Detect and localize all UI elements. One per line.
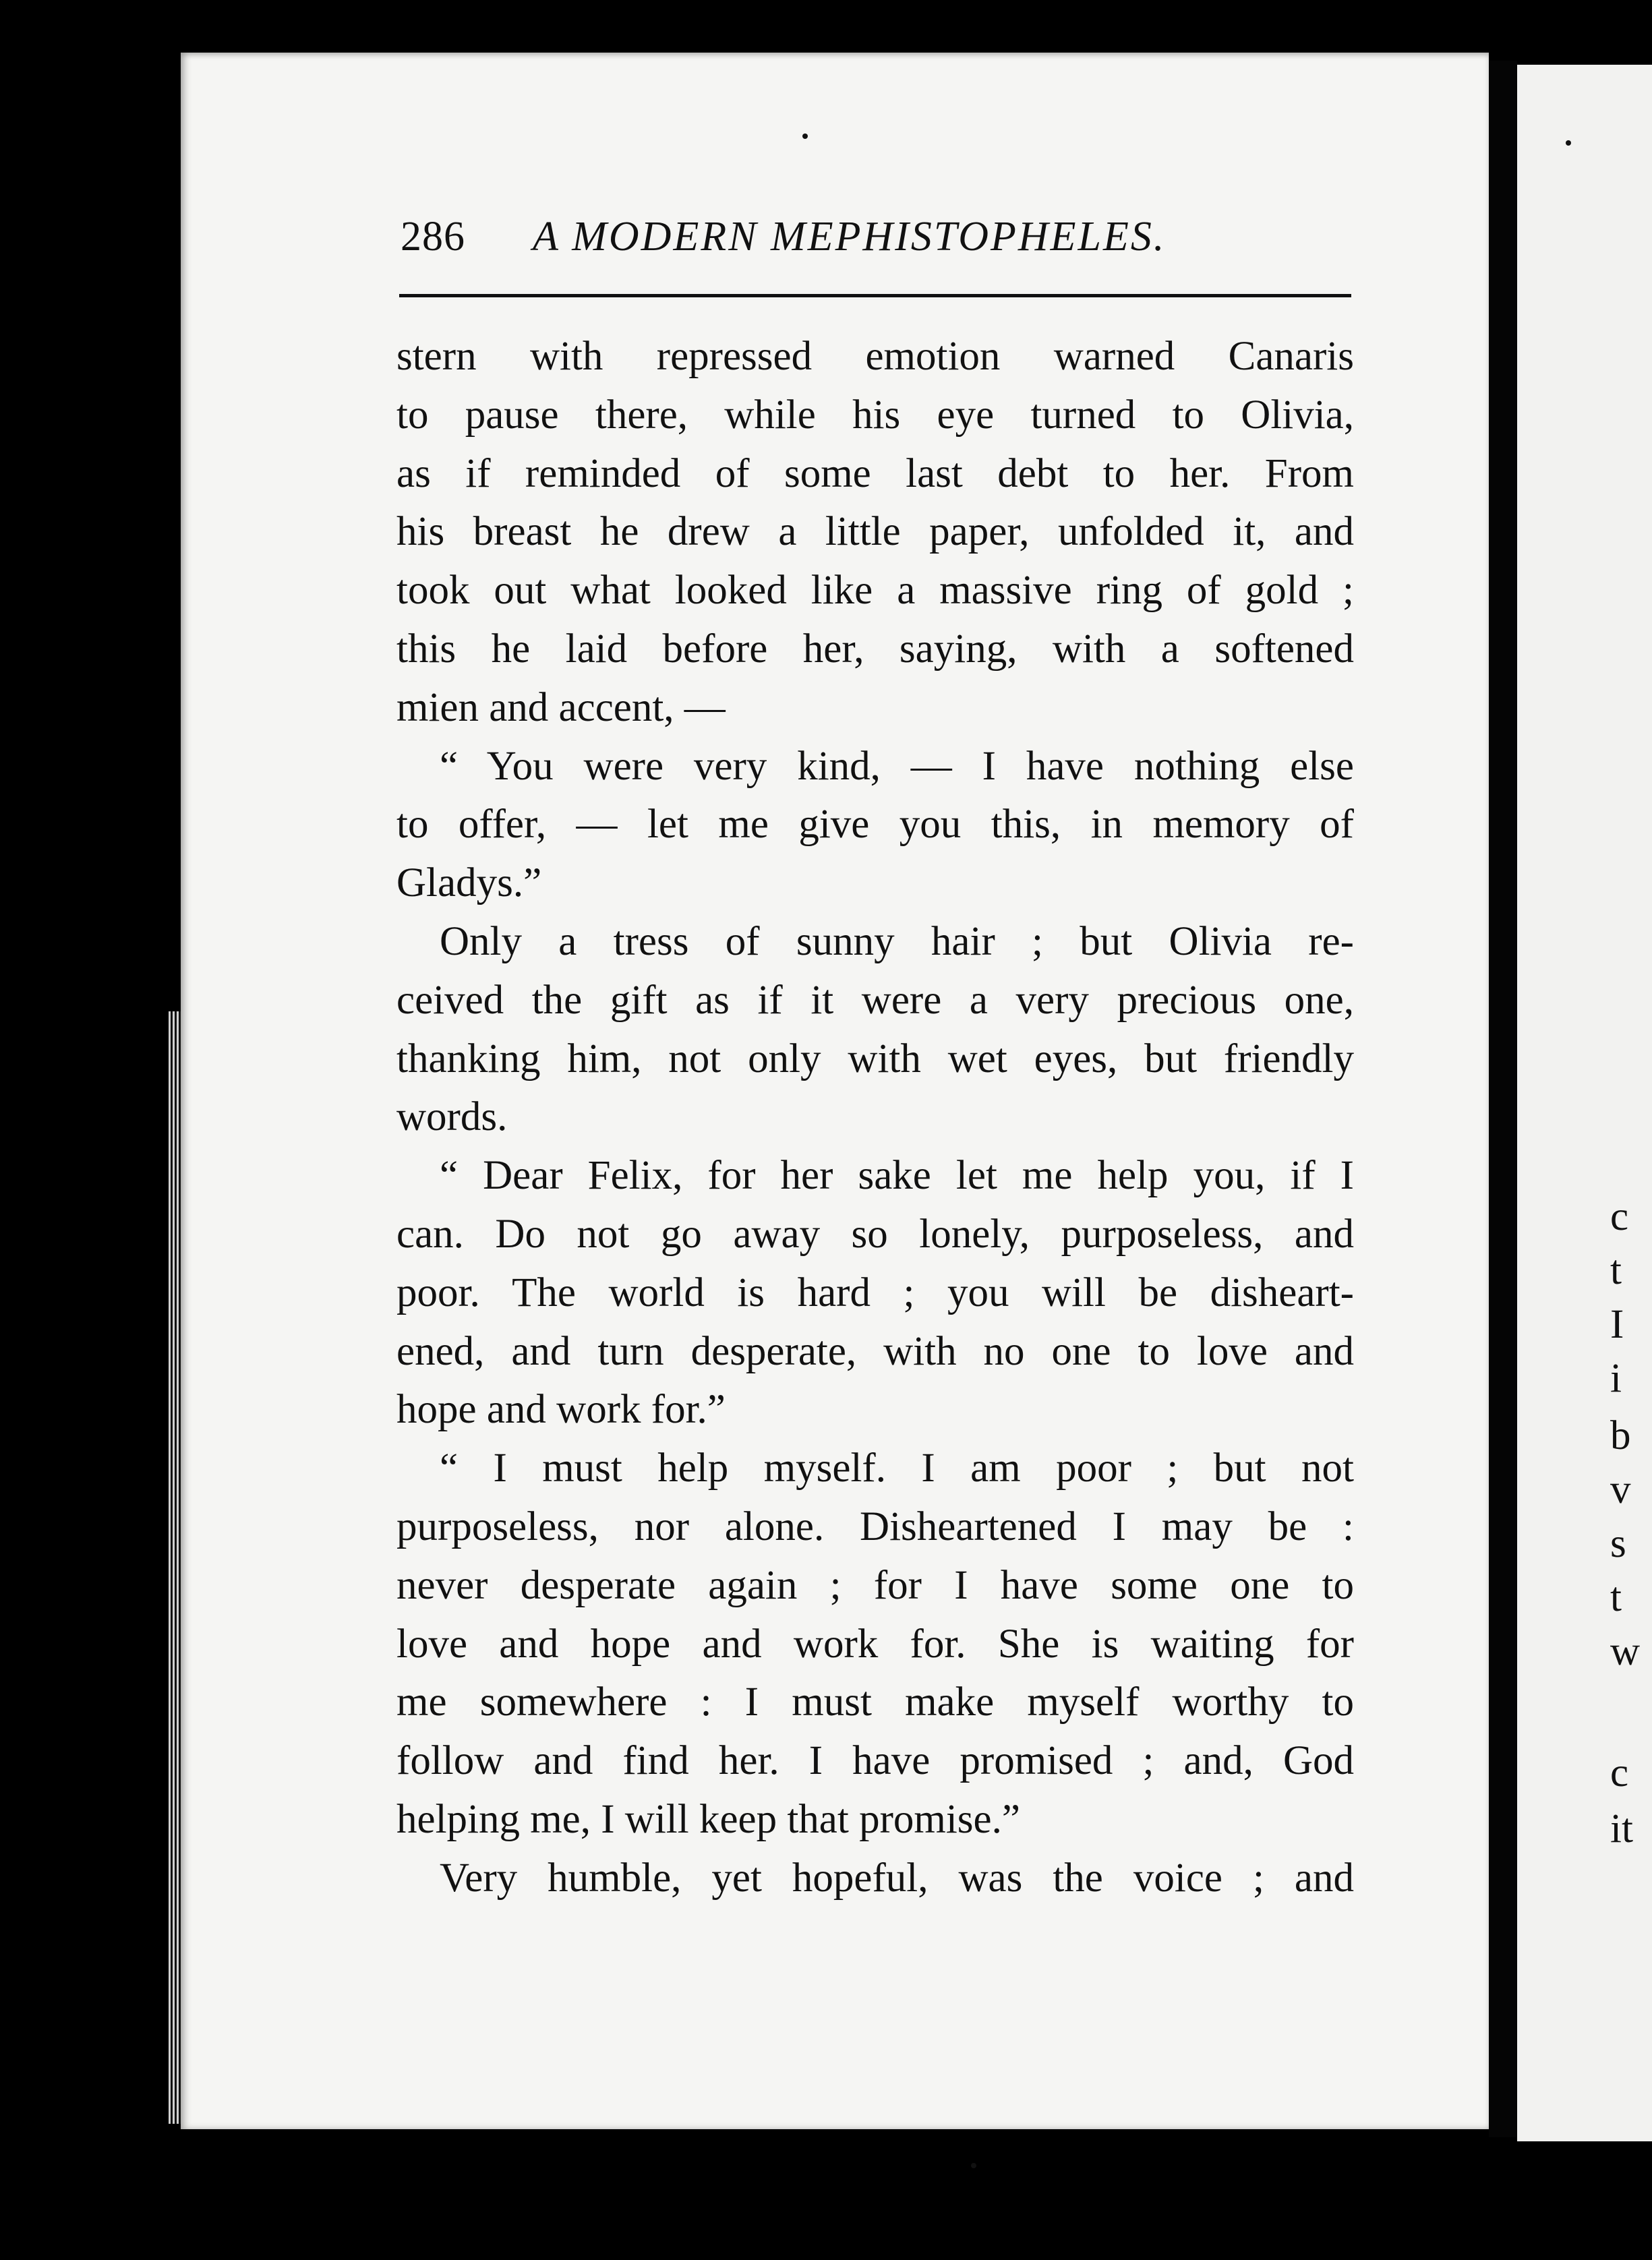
text-line: words. xyxy=(396,1094,508,1140)
book-gutter xyxy=(1489,61,1517,2137)
facing-page-fragment: i xyxy=(1610,1356,1622,1401)
text-line: Only a tress of sunny hair ; but Olivia re- xyxy=(440,918,1354,964)
facing-page-fragment: t xyxy=(1610,1575,1622,1620)
text-line: me somewhere : I must make myself worthy to xyxy=(396,1679,1354,1725)
text-line: never desperate again ; for I have some one to xyxy=(396,1562,1354,1608)
text-line: hope and work for.” xyxy=(396,1387,726,1433)
text-line: to pause there, while his eye turned to Olivia, xyxy=(396,392,1354,438)
facing-page-fragment: v xyxy=(1610,1467,1631,1512)
text-line: his breast he drew a little paper, unfolded it, and xyxy=(396,509,1354,555)
text-line: love and hope and work for. She is waiting for xyxy=(396,1621,1354,1667)
text-line: Gladys.” xyxy=(396,860,542,906)
header-rule xyxy=(399,294,1351,297)
text-line: helping me, I will keep that promise.” xyxy=(396,1796,1020,1842)
text-line: stern with repressed emotion warned Canaris xyxy=(396,334,1354,379)
body-text xyxy=(396,328,1354,1908)
facing-page-fragment: I xyxy=(1610,1302,1624,1347)
facing-page-fragment: s xyxy=(1610,1521,1626,1566)
text-line: “ I must help myself. I am poor ; but not xyxy=(440,1446,1354,1491)
text-line: follow and find her. I have promised ; and, God xyxy=(396,1738,1354,1784)
text-line: “ Dear Felix, for her sake let me help you, if I xyxy=(440,1153,1354,1199)
facing-page-fragment: it xyxy=(1610,1806,1633,1851)
scan-speck xyxy=(1566,140,1571,146)
text-line: purposeless, nor alone. Disheartened I may be : xyxy=(396,1504,1354,1549)
page-number: 286 xyxy=(401,214,465,260)
text-line: poor. The world is hard ; you will be disheart- xyxy=(396,1270,1354,1315)
text-line: ened, and turn desperate, with no one to love and xyxy=(396,1328,1354,1374)
text-line: to offer, — let me give you this, in memory of xyxy=(396,802,1354,847)
text-line: can. Do not go away so lonely, purposeless, and xyxy=(396,1211,1354,1257)
page-header xyxy=(401,213,1351,267)
text-line: thanking him, not only with wet eyes, but friendly xyxy=(396,1036,1354,1081)
running-title: A MODERN MEPHISTOPHELES. xyxy=(533,214,1167,260)
facing-page-fragment: c xyxy=(1610,1750,1629,1795)
scan-speck xyxy=(802,133,808,139)
text-line: “ You were very kind, — I have nothing else xyxy=(440,743,1354,789)
text-line: Very humble, yet hopeful, was the voice ; and xyxy=(440,1855,1354,1901)
facing-page-fragment: b xyxy=(1610,1413,1631,1458)
scan-speck xyxy=(971,2163,976,2168)
facing-page-fragment: c xyxy=(1610,1194,1629,1239)
text-line: took out what looked like a massive ring of gold ; xyxy=(396,568,1354,614)
text-line: ceived the gift as if it were a very precious one, xyxy=(396,977,1354,1023)
text-line: mien and accent, — xyxy=(396,684,726,730)
text-line: this he laid before her, saying, with a softened xyxy=(396,626,1354,672)
facing-page-fragment: w xyxy=(1610,1629,1641,1674)
text-line: as if reminded of some last debt to her. From xyxy=(396,450,1354,496)
facing-page-fragment: t xyxy=(1610,1248,1622,1293)
